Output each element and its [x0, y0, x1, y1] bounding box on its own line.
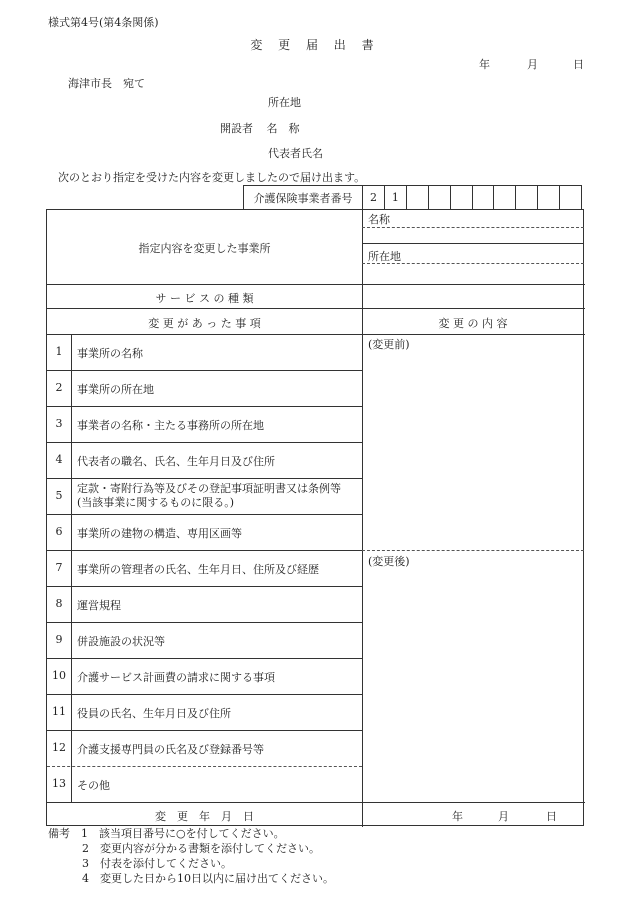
- item-number[interactable]: 2: [55, 381, 63, 394]
- item-number[interactable]: 5: [55, 489, 63, 502]
- change-date-day: 日: [546, 810, 557, 823]
- note-line: 備考 1 該当項目番号に○を付してください。: [48, 827, 285, 840]
- business-number-digit[interactable]: [538, 186, 560, 209]
- item-number[interactable]: 1: [55, 345, 63, 358]
- item-text: 役員の氏名、生年月日及び住所: [77, 707, 231, 720]
- business-number-digit[interactable]: [516, 186, 538, 209]
- before-label: (変更前): [368, 338, 410, 351]
- item-number[interactable]: 12: [52, 741, 66, 754]
- item-row-divider: [47, 550, 362, 551]
- item-text: 介護サービス計画費の請求に関する事項: [77, 671, 275, 684]
- note-line: 3 付表を添付してください。: [82, 857, 232, 870]
- item-number[interactable]: 13: [52, 777, 66, 790]
- item-row-divider: [47, 406, 362, 407]
- row-divider: [47, 802, 585, 803]
- item-row-divider: [47, 514, 362, 515]
- change-content-header: 変 更 の 内 容: [438, 317, 508, 330]
- change-date-month: 月: [498, 810, 509, 823]
- item-text: 事業所の所在地: [77, 383, 154, 396]
- notes-label: 備考: [48, 827, 70, 840]
- business-number-digit[interactable]: [407, 186, 429, 209]
- notes: [48, 826, 334, 886]
- business-number-digit[interactable]: [473, 186, 495, 209]
- item-row-divider: [47, 370, 362, 371]
- after-label: (変更後): [368, 555, 410, 568]
- item-text: 事業所の管理者の氏名、生年月日、住所及び経歴: [77, 563, 319, 576]
- date-day-label: 日: [573, 58, 584, 71]
- item-row-divider: [47, 442, 362, 443]
- item-number[interactable]: 9: [55, 633, 63, 646]
- business-number-box: [243, 185, 582, 209]
- row-divider: [47, 334, 585, 335]
- item-text-line: 定款・寄附行為等及びその登記事項証明書又は条例等: [77, 482, 341, 495]
- item-text: その他: [77, 779, 110, 792]
- item-text: 代表者の職名、氏名、生年月日及び住所: [77, 455, 275, 468]
- item-text: 併設施設の状況等: [77, 635, 165, 648]
- opener-name-label: 名 称: [266, 122, 300, 135]
- item-text: 介護支援専門員の氏名及び登録番号等: [77, 743, 264, 756]
- item-text: 運営規程: [77, 599, 121, 612]
- addressee: 海津市長 宛て: [68, 77, 145, 90]
- item-text: 事業所の建物の構造、専用区画等: [77, 527, 242, 540]
- note-line: 2 変更内容が分かる書類を添付してください。: [82, 842, 320, 855]
- item-text: 事業所の名称: [77, 347, 143, 360]
- business-number-digit[interactable]: [494, 186, 516, 209]
- item-number[interactable]: 10: [52, 669, 66, 682]
- item-number[interactable]: 6: [55, 525, 63, 538]
- intro-text: 次のとおり指定を受けた内容を変更しましたので届け出ます。: [58, 171, 366, 184]
- row-divider: [47, 308, 585, 309]
- change-date-year: 年: [452, 810, 463, 823]
- item-number[interactable]: 11: [52, 705, 66, 718]
- item-text: 事業者の名称・主たる事務所の所在地: [77, 419, 264, 432]
- item-row-divider: [47, 766, 362, 767]
- change-date-label: 変 更 年 月 日: [155, 810, 254, 823]
- form-number-label: 様式第4号(第4条関係): [48, 16, 159, 29]
- before-after-divider: [362, 550, 584, 551]
- column-divider: [362, 210, 363, 827]
- business-number-digit[interactable]: [560, 186, 581, 209]
- number-column-divider: [71, 334, 72, 802]
- service-label: サ ー ビ ス の 種 類: [155, 292, 254, 305]
- item-row-divider: [47, 586, 362, 587]
- change-table: [46, 209, 584, 826]
- item-row-divider: [47, 730, 362, 731]
- business-number-digit[interactable]: [451, 186, 473, 209]
- office-address-label: 所在地: [368, 250, 401, 263]
- item-text: [77, 482, 341, 510]
- office-label: 指定内容を変更した事業所: [138, 242, 271, 255]
- business-number-digit[interactable]: 1: [385, 186, 407, 209]
- opener-label: 開設者: [220, 122, 253, 135]
- item-number[interactable]: 4: [55, 453, 63, 466]
- date-month-label: 月: [527, 58, 538, 71]
- item-number[interactable]: 3: [55, 417, 63, 430]
- changed-items-header: 変 更 が あ っ た 事 項: [148, 317, 261, 330]
- item-row-divider: [47, 478, 362, 479]
- office-address-underline: [362, 263, 584, 264]
- business-number-label: 介護保険事業者番号: [244, 186, 363, 209]
- business-number-digit[interactable]: [429, 186, 451, 209]
- opener-address-label: 所在地: [268, 96, 301, 109]
- item-number[interactable]: 7: [55, 561, 63, 574]
- item-row-divider: [47, 694, 362, 695]
- page-title: 変 更 届 出 書: [250, 38, 380, 52]
- row-divider: [47, 284, 585, 285]
- office-name-divider: [362, 243, 584, 244]
- item-number[interactable]: 8: [55, 597, 63, 610]
- business-number-digit[interactable]: 2: [363, 186, 385, 209]
- opener-name-row: [220, 120, 300, 136]
- office-name-underline: [362, 227, 584, 228]
- item-text-line: (当該事業に関するものに限る。): [77, 496, 235, 509]
- item-row-divider: [47, 622, 362, 623]
- representative-label: 代表者氏名: [268, 147, 323, 160]
- item-row-divider: [47, 658, 362, 659]
- note-line: 4 変更した日から10日以内に届け出てください。: [82, 872, 334, 885]
- office-name-label: 名称: [368, 213, 390, 226]
- date-year-label: 年: [479, 58, 490, 71]
